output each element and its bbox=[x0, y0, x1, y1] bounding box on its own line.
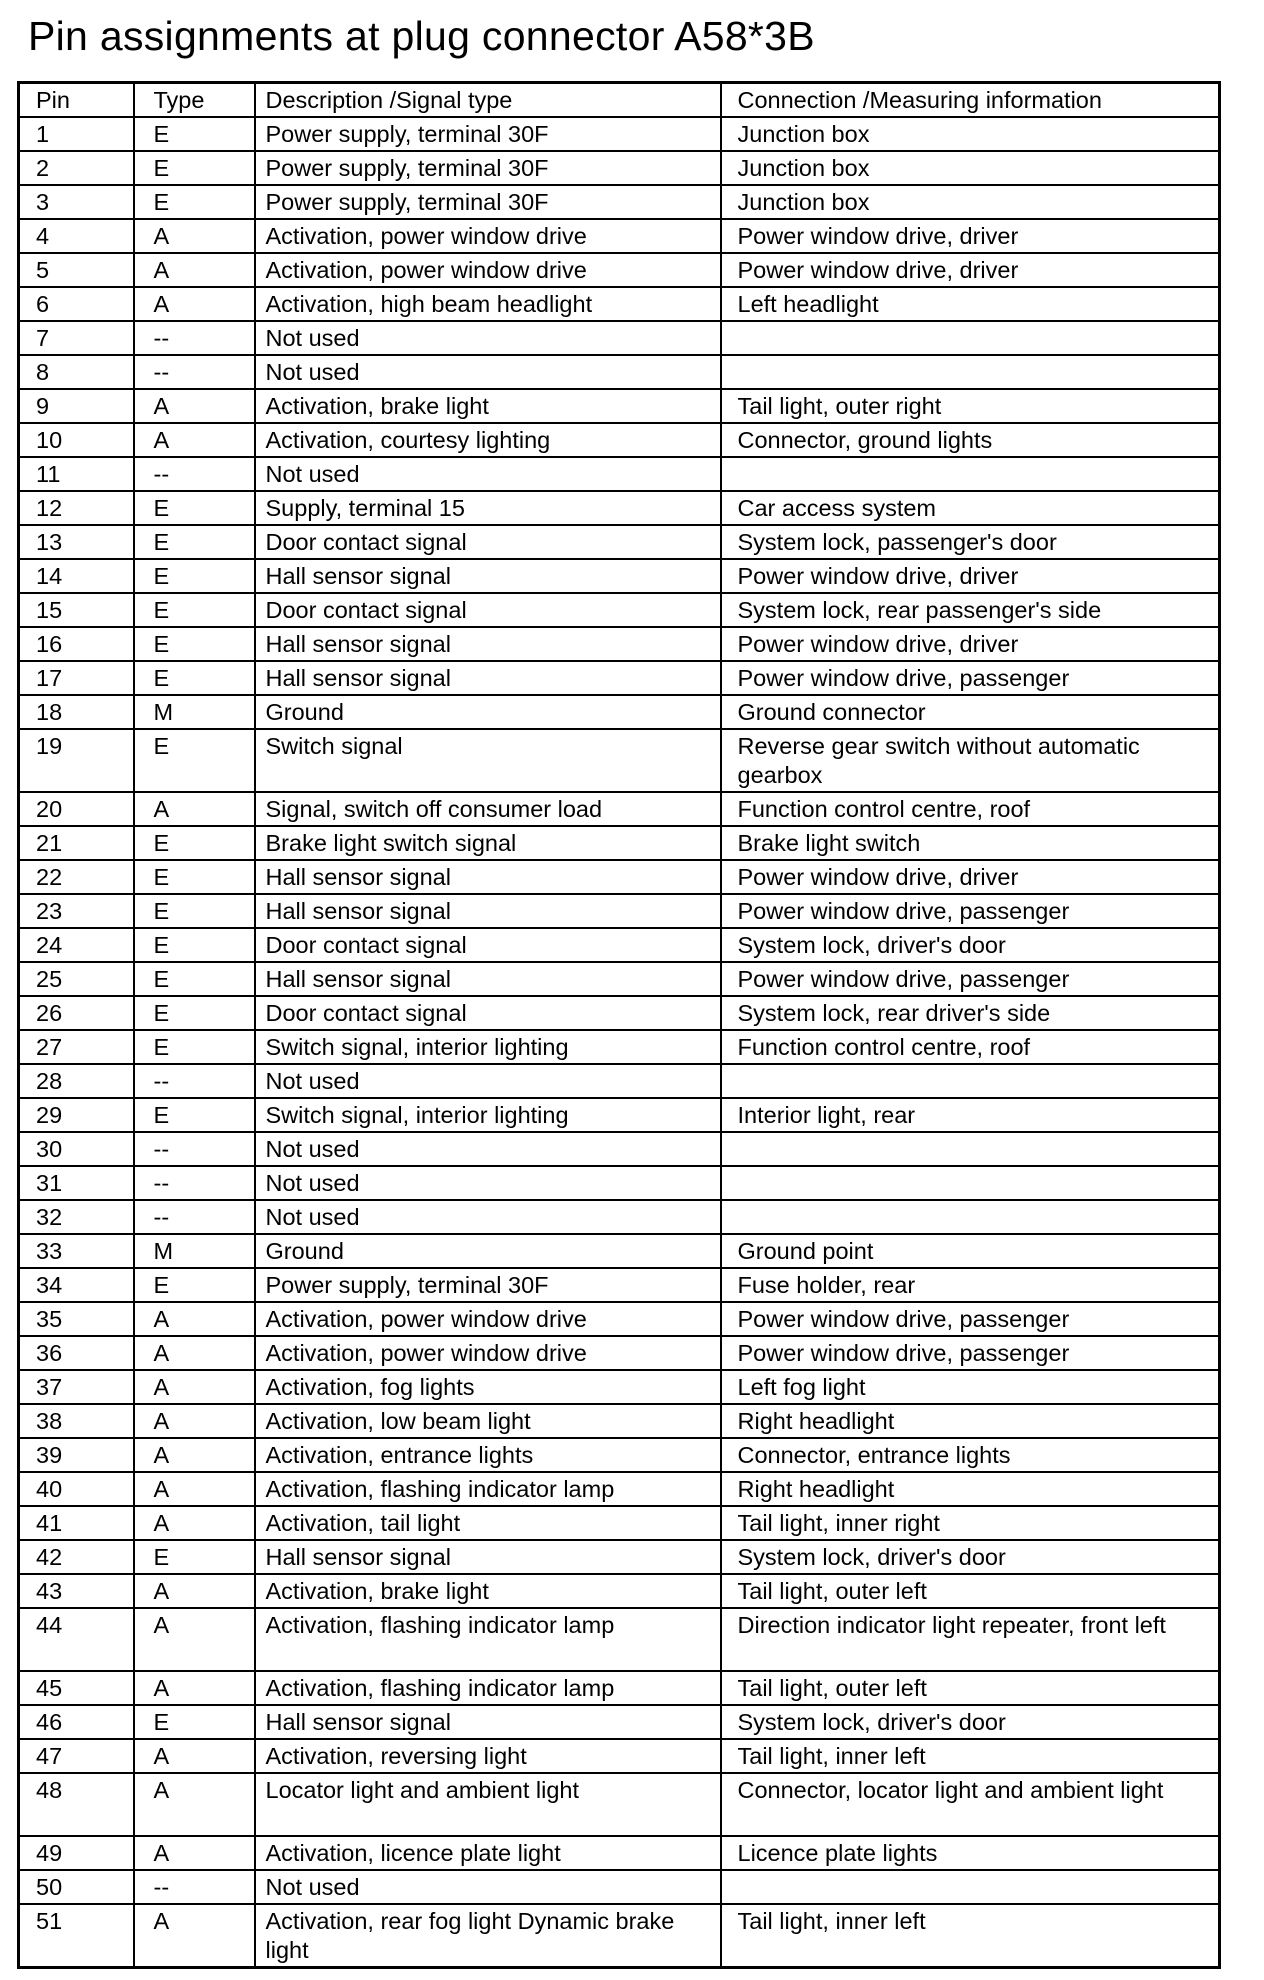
table-header-row bbox=[19, 83, 1220, 118]
type-cell: E bbox=[134, 117, 255, 151]
description-cell: Activation, power window drive bbox=[255, 219, 721, 253]
connection-cell: Right headlight bbox=[721, 1472, 1220, 1506]
description-cell: Signal, switch off consumer load bbox=[255, 792, 721, 826]
type-cell: E bbox=[134, 491, 255, 525]
description-cell: Activation, entrance lights bbox=[255, 1438, 721, 1472]
description-cell: Activation, low beam light bbox=[255, 1404, 721, 1438]
type-cell: E bbox=[134, 627, 255, 661]
table-row bbox=[19, 321, 1220, 355]
pin-cell: 27 bbox=[19, 1030, 134, 1064]
type-cell: A bbox=[134, 423, 255, 457]
table-row bbox=[19, 1671, 1220, 1705]
pin-cell: 9 bbox=[19, 389, 134, 423]
description-cell: Power supply, terminal 30F bbox=[255, 185, 721, 219]
table-row bbox=[19, 1064, 1220, 1098]
table-row bbox=[19, 729, 1220, 792]
pin-cell: 29 bbox=[19, 1098, 134, 1132]
pin-cell: 36 bbox=[19, 1336, 134, 1370]
type-cell: A bbox=[134, 1336, 255, 1370]
description-cell: Switch signal, interior lighting bbox=[255, 1030, 721, 1064]
table-row bbox=[19, 1836, 1220, 1870]
type-cell: A bbox=[134, 1506, 255, 1540]
description-cell: Activation, power window drive bbox=[255, 1302, 721, 1336]
table-row bbox=[19, 826, 1220, 860]
description-cell: Hall sensor signal bbox=[255, 1705, 721, 1739]
type-cell: M bbox=[134, 695, 255, 729]
description-cell: Ground bbox=[255, 695, 721, 729]
pin-cell: 21 bbox=[19, 826, 134, 860]
connection-cell: Tail light, outer left bbox=[721, 1574, 1220, 1608]
table-row bbox=[19, 1574, 1220, 1608]
description-cell: Hall sensor signal bbox=[255, 627, 721, 661]
type-cell: A bbox=[134, 219, 255, 253]
type-cell: E bbox=[134, 860, 255, 894]
connection-cell: Tail light, inner left bbox=[721, 1904, 1220, 1968]
table-row bbox=[19, 151, 1220, 185]
description-cell: Not used bbox=[255, 1870, 721, 1904]
type-cell: E bbox=[134, 151, 255, 185]
connection-cell: Interior light, rear bbox=[721, 1098, 1220, 1132]
pin-cell: 8 bbox=[19, 355, 134, 389]
pin-cell: 14 bbox=[19, 559, 134, 593]
connection-cell: Left fog light bbox=[721, 1370, 1220, 1404]
connection-cell: Right headlight bbox=[721, 1404, 1220, 1438]
connection-cell: System lock, rear driver's side bbox=[721, 996, 1220, 1030]
type-cell: A bbox=[134, 1608, 255, 1671]
pin-cell: 23 bbox=[19, 894, 134, 928]
connection-cell: Connector, entrance lights bbox=[721, 1438, 1220, 1472]
connection-cell: Brake light switch bbox=[721, 826, 1220, 860]
connection-cell: Reverse gear switch without automatic gearbox bbox=[721, 729, 1220, 792]
description-cell: Not used bbox=[255, 1200, 721, 1234]
table-row bbox=[19, 287, 1220, 321]
description-cell: Not used bbox=[255, 1166, 721, 1200]
connection-cell bbox=[721, 457, 1220, 491]
connection-cell: Fuse holder, rear bbox=[721, 1268, 1220, 1302]
connection-cell bbox=[721, 355, 1220, 389]
type-cell: E bbox=[134, 1030, 255, 1064]
pin-cell: 13 bbox=[19, 525, 134, 559]
description-cell: Activation, brake light bbox=[255, 389, 721, 423]
connection-cell bbox=[721, 321, 1220, 355]
description-cell: Activation, tail light bbox=[255, 1506, 721, 1540]
connection-cell: Junction box bbox=[721, 185, 1220, 219]
pin-cell: 35 bbox=[19, 1302, 134, 1336]
type-cell: E bbox=[134, 593, 255, 627]
pin-cell: 4 bbox=[19, 219, 134, 253]
connection-cell: Tail light, inner right bbox=[721, 1506, 1220, 1540]
pin-cell: 6 bbox=[19, 287, 134, 321]
connection-cell: System lock, driver's door bbox=[721, 1540, 1220, 1574]
pin-cell: 17 bbox=[19, 661, 134, 695]
description-cell: Power supply, terminal 30F bbox=[255, 117, 721, 151]
pin-cell: 39 bbox=[19, 1438, 134, 1472]
connection-cell: Direction indicator light repeater, front left bbox=[721, 1608, 1220, 1671]
connection-cell: Power window drive, driver bbox=[721, 860, 1220, 894]
type-cell: A bbox=[134, 1671, 255, 1705]
pin-cell: 25 bbox=[19, 962, 134, 996]
connection-cell: Tail light, outer left bbox=[721, 1671, 1220, 1705]
type-cell: E bbox=[134, 525, 255, 559]
description-cell: Not used bbox=[255, 457, 721, 491]
connection-cell: Connector, locator light and ambient light bbox=[721, 1773, 1220, 1836]
connection-cell: Connector, ground lights bbox=[721, 423, 1220, 457]
pin-cell: 38 bbox=[19, 1404, 134, 1438]
connection-cell: Power window drive, passenger bbox=[721, 1336, 1220, 1370]
description-cell: Activation, high beam headlight bbox=[255, 287, 721, 321]
column-header-pin: Pin bbox=[19, 83, 134, 118]
table-row bbox=[19, 1302, 1220, 1336]
type-cell: E bbox=[134, 826, 255, 860]
type-cell: E bbox=[134, 962, 255, 996]
table-row bbox=[19, 423, 1220, 457]
table-row bbox=[19, 355, 1220, 389]
table-row bbox=[19, 491, 1220, 525]
description-cell: Activation, reversing light bbox=[255, 1739, 721, 1773]
table-row bbox=[19, 1506, 1220, 1540]
table-row bbox=[19, 185, 1220, 219]
description-cell: Locator light and ambient light bbox=[255, 1773, 721, 1836]
type-cell: E bbox=[134, 1098, 255, 1132]
pin-cell: 37 bbox=[19, 1370, 134, 1404]
pin-cell: 3 bbox=[19, 185, 134, 219]
description-cell: Hall sensor signal bbox=[255, 559, 721, 593]
description-cell: Activation, courtesy lighting bbox=[255, 423, 721, 457]
connection-cell: Power window drive, passenger bbox=[721, 962, 1220, 996]
type-cell: -- bbox=[134, 457, 255, 491]
table-row bbox=[19, 1336, 1220, 1370]
connection-cell: Junction box bbox=[721, 151, 1220, 185]
table-row bbox=[19, 1268, 1220, 1302]
table-row bbox=[19, 1166, 1220, 1200]
pin-cell: 48 bbox=[19, 1773, 134, 1836]
connection-cell bbox=[721, 1132, 1220, 1166]
pin-cell: 30 bbox=[19, 1132, 134, 1166]
table-row bbox=[19, 525, 1220, 559]
pin-cell: 41 bbox=[19, 1506, 134, 1540]
table-row bbox=[19, 1234, 1220, 1268]
pin-cell: 5 bbox=[19, 253, 134, 287]
description-cell: Activation, licence plate light bbox=[255, 1836, 721, 1870]
pin-cell: 42 bbox=[19, 1540, 134, 1574]
table-row bbox=[19, 1030, 1220, 1064]
pin-cell: 49 bbox=[19, 1836, 134, 1870]
connection-cell: System lock, rear passenger's side bbox=[721, 593, 1220, 627]
type-cell: M bbox=[134, 1234, 255, 1268]
table-row bbox=[19, 1098, 1220, 1132]
pin-cell: 51 bbox=[19, 1904, 134, 1968]
connection-cell: Power window drive, driver bbox=[721, 219, 1220, 253]
connection-cell: Ground connector bbox=[721, 695, 1220, 729]
type-cell: E bbox=[134, 729, 255, 792]
table-row bbox=[19, 1870, 1220, 1904]
pin-cell: 1 bbox=[19, 117, 134, 151]
page-title: Pin assignments at plug connector A58*3B bbox=[28, 13, 815, 59]
pin-cell: 28 bbox=[19, 1064, 134, 1098]
type-cell: E bbox=[134, 559, 255, 593]
connection-cell bbox=[721, 1166, 1220, 1200]
description-cell: Door contact signal bbox=[255, 525, 721, 559]
connection-cell: Left headlight bbox=[721, 287, 1220, 321]
connection-cell bbox=[721, 1064, 1220, 1098]
table-row bbox=[19, 1739, 1220, 1773]
pin-cell: 11 bbox=[19, 457, 134, 491]
description-cell: Not used bbox=[255, 321, 721, 355]
pin-cell: 46 bbox=[19, 1705, 134, 1739]
pin-cell: 40 bbox=[19, 1472, 134, 1506]
description-cell: Ground bbox=[255, 1234, 721, 1268]
connection-cell bbox=[721, 1200, 1220, 1234]
pin-cell: 33 bbox=[19, 1234, 134, 1268]
type-cell: A bbox=[134, 1739, 255, 1773]
table-row bbox=[19, 1404, 1220, 1438]
description-cell: Not used bbox=[255, 1132, 721, 1166]
description-cell: Hall sensor signal bbox=[255, 894, 721, 928]
table-row bbox=[19, 627, 1220, 661]
table-body bbox=[19, 117, 1220, 1968]
pin-cell: 16 bbox=[19, 627, 134, 661]
connection-cell: Power window drive, driver bbox=[721, 253, 1220, 287]
table-row bbox=[19, 792, 1220, 826]
connection-cell: Function control centre, roof bbox=[721, 1030, 1220, 1064]
pin-cell: 34 bbox=[19, 1268, 134, 1302]
type-cell: E bbox=[134, 928, 255, 962]
type-cell: A bbox=[134, 1302, 255, 1336]
description-cell: Switch signal, interior lighting bbox=[255, 1098, 721, 1132]
description-cell: Door contact signal bbox=[255, 928, 721, 962]
description-cell: Hall sensor signal bbox=[255, 962, 721, 996]
pin-cell: 15 bbox=[19, 593, 134, 627]
type-cell: E bbox=[134, 661, 255, 695]
description-cell: Activation, power window drive bbox=[255, 253, 721, 287]
pin-cell: 2 bbox=[19, 151, 134, 185]
type-cell: A bbox=[134, 287, 255, 321]
type-cell: A bbox=[134, 1574, 255, 1608]
column-header-type: Type bbox=[134, 83, 255, 118]
pin-cell: 32 bbox=[19, 1200, 134, 1234]
connection-cell bbox=[721, 1870, 1220, 1904]
description-cell: Power supply, terminal 30F bbox=[255, 151, 721, 185]
description-cell: Supply, terminal 15 bbox=[255, 491, 721, 525]
pin-cell: 18 bbox=[19, 695, 134, 729]
connection-cell: System lock, passenger's door bbox=[721, 525, 1220, 559]
connection-cell: System lock, driver's door bbox=[721, 1705, 1220, 1739]
table-row bbox=[19, 1472, 1220, 1506]
pin-assignment-table bbox=[17, 81, 1221, 1969]
table-row bbox=[19, 661, 1220, 695]
type-cell: -- bbox=[134, 355, 255, 389]
connection-cell: Power window drive, passenger bbox=[721, 1302, 1220, 1336]
connection-cell: Power window drive, driver bbox=[721, 627, 1220, 661]
description-cell: Activation, flashing indicator lamp bbox=[255, 1608, 721, 1671]
pin-cell: 24 bbox=[19, 928, 134, 962]
table-row bbox=[19, 1200, 1220, 1234]
description-cell: Door contact signal bbox=[255, 593, 721, 627]
type-cell: A bbox=[134, 253, 255, 287]
type-cell: -- bbox=[134, 1132, 255, 1166]
type-cell: A bbox=[134, 1773, 255, 1836]
pin-cell: 44 bbox=[19, 1608, 134, 1671]
type-cell: E bbox=[134, 894, 255, 928]
pin-cell: 12 bbox=[19, 491, 134, 525]
table-row bbox=[19, 1608, 1220, 1671]
connection-cell: Car access system bbox=[721, 491, 1220, 525]
type-cell: A bbox=[134, 1904, 255, 1968]
table-row bbox=[19, 695, 1220, 729]
type-cell: E bbox=[134, 1540, 255, 1574]
type-cell: A bbox=[134, 1472, 255, 1506]
pin-cell: 26 bbox=[19, 996, 134, 1030]
description-cell: Hall sensor signal bbox=[255, 1540, 721, 1574]
connection-cell: Power window drive, passenger bbox=[721, 894, 1220, 928]
pin-cell: 7 bbox=[19, 321, 134, 355]
type-cell: E bbox=[134, 996, 255, 1030]
type-cell: -- bbox=[134, 321, 255, 355]
pin-cell: 19 bbox=[19, 729, 134, 792]
table-row bbox=[19, 1370, 1220, 1404]
type-cell: E bbox=[134, 1268, 255, 1302]
table-row bbox=[19, 253, 1220, 287]
column-header-connection: Connection /Measuring information bbox=[721, 83, 1220, 118]
type-cell: A bbox=[134, 792, 255, 826]
table-row bbox=[19, 1904, 1220, 1968]
description-cell: Hall sensor signal bbox=[255, 860, 721, 894]
type-cell: -- bbox=[134, 1064, 255, 1098]
table-row bbox=[19, 1438, 1220, 1472]
pin-cell: 50 bbox=[19, 1870, 134, 1904]
table-row bbox=[19, 996, 1220, 1030]
pin-cell: 10 bbox=[19, 423, 134, 457]
table-row bbox=[19, 457, 1220, 491]
table-row bbox=[19, 962, 1220, 996]
table-row bbox=[19, 894, 1220, 928]
table-row bbox=[19, 928, 1220, 962]
description-cell: Brake light switch signal bbox=[255, 826, 721, 860]
connection-cell: Function control centre, roof bbox=[721, 792, 1220, 826]
table-row bbox=[19, 593, 1220, 627]
type-cell: -- bbox=[134, 1200, 255, 1234]
description-cell: Activation, rear fog light Dynamic brake light bbox=[255, 1904, 721, 1968]
description-cell: Power supply, terminal 30F bbox=[255, 1268, 721, 1302]
table-row bbox=[19, 860, 1220, 894]
type-cell: E bbox=[134, 1705, 255, 1739]
description-cell: Switch signal bbox=[255, 729, 721, 792]
pin-cell: 22 bbox=[19, 860, 134, 894]
connection-cell: Tail light, inner left bbox=[721, 1739, 1220, 1773]
table-row bbox=[19, 1773, 1220, 1836]
table-row bbox=[19, 1705, 1220, 1739]
pin-cell: 20 bbox=[19, 792, 134, 826]
table-row bbox=[19, 389, 1220, 423]
type-cell: -- bbox=[134, 1870, 255, 1904]
type-cell: A bbox=[134, 1404, 255, 1438]
connection-cell: Ground point bbox=[721, 1234, 1220, 1268]
table-row bbox=[19, 1540, 1220, 1574]
type-cell: A bbox=[134, 1370, 255, 1404]
type-cell: A bbox=[134, 1438, 255, 1472]
connection-cell: System lock, driver's door bbox=[721, 928, 1220, 962]
type-cell: -- bbox=[134, 1166, 255, 1200]
connection-cell: Power window drive, driver bbox=[721, 559, 1220, 593]
table-row bbox=[19, 219, 1220, 253]
pin-cell: 31 bbox=[19, 1166, 134, 1200]
table-row bbox=[19, 1132, 1220, 1166]
type-cell: A bbox=[134, 389, 255, 423]
description-cell: Not used bbox=[255, 1064, 721, 1098]
type-cell: A bbox=[134, 1836, 255, 1870]
description-cell: Activation, flashing indicator lamp bbox=[255, 1472, 721, 1506]
description-cell: Hall sensor signal bbox=[255, 661, 721, 695]
type-cell: E bbox=[134, 185, 255, 219]
connection-cell: Power window drive, passenger bbox=[721, 661, 1220, 695]
table-row bbox=[19, 117, 1220, 151]
description-cell: Activation, flashing indicator lamp bbox=[255, 1671, 721, 1705]
description-cell: Activation, fog lights bbox=[255, 1370, 721, 1404]
pin-cell: 45 bbox=[19, 1671, 134, 1705]
description-cell: Activation, power window drive bbox=[255, 1336, 721, 1370]
column-header-description: Description /Signal type bbox=[255, 83, 721, 118]
connection-cell: Tail light, outer right bbox=[721, 389, 1220, 423]
description-cell: Activation, brake light bbox=[255, 1574, 721, 1608]
pin-cell: 43 bbox=[19, 1574, 134, 1608]
pin-cell: 47 bbox=[19, 1739, 134, 1773]
table-row bbox=[19, 559, 1220, 593]
description-cell: Not used bbox=[255, 355, 721, 389]
connection-cell: Junction box bbox=[721, 117, 1220, 151]
description-cell: Door contact signal bbox=[255, 996, 721, 1030]
connection-cell: Licence plate lights bbox=[721, 1836, 1220, 1870]
